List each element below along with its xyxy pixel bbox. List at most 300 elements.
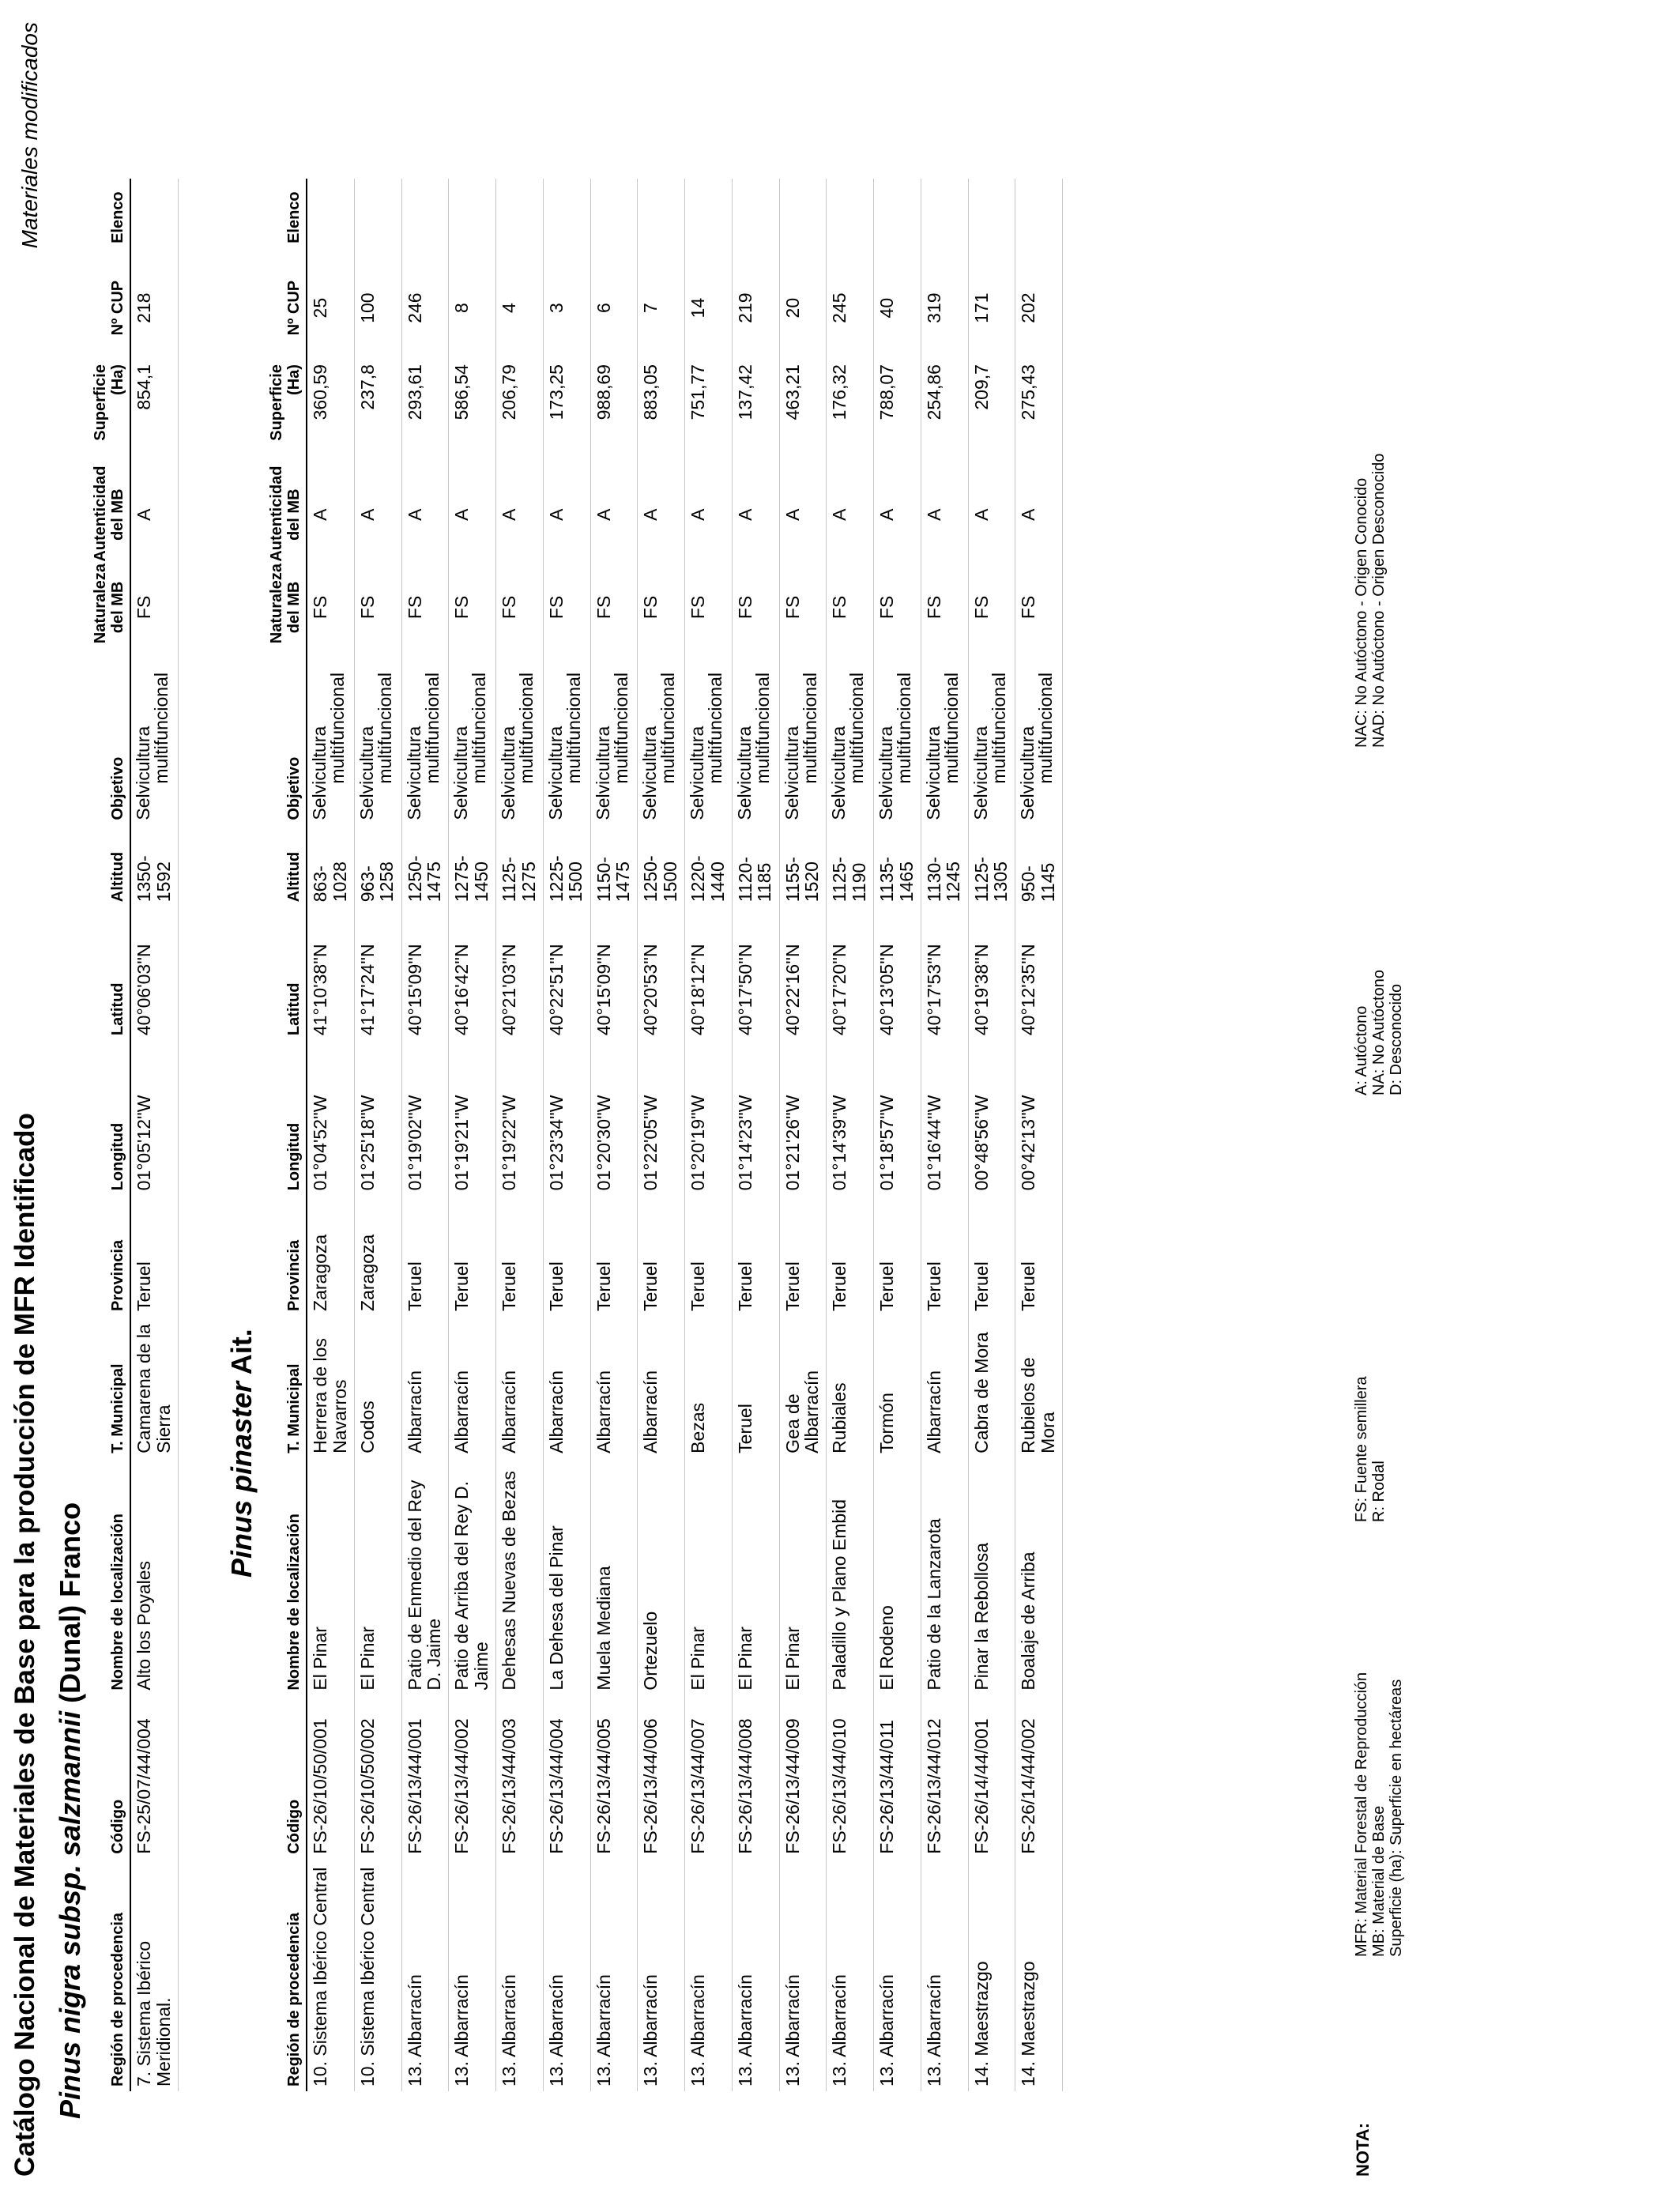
- cell-latitud: 40°21'03''N: [496, 907, 544, 1040]
- cell-region: 7. Sistema Ibérico Meridional.: [130, 1859, 178, 2091]
- column-header-latitud: Latitud: [91, 907, 130, 1040]
- cell-cup: 40: [874, 256, 921, 360]
- cell-region: 13. Albarracín: [496, 1859, 544, 2091]
- cell-region: 13. Albarracín: [921, 1859, 968, 2091]
- cell-altitud: 1125-1275: [496, 825, 544, 907]
- cell-latitud: 40°16'42''N: [449, 907, 496, 1040]
- column-header-elenco: Elenco: [91, 179, 130, 256]
- column-header-naturaleza: Naturaleza del MB: [91, 567, 130, 649]
- cell-nombre: Patio de Enmedio del Rey D. Jaime: [401, 1458, 449, 1695]
- cell-latitud: 41°10'38''N: [307, 907, 354, 1040]
- cell-longitud: 01°21'26''W: [779, 1040, 827, 1195]
- cell-altitud: 1135-1465: [874, 825, 921, 907]
- header-row: [91, 179, 130, 2091]
- note-line: NAD: No Autóctono - Origen Desconocido: [1370, 453, 1388, 748]
- objetivo-line-2: multifuncional: [374, 673, 395, 784]
- cell-superficie: 137,42: [732, 360, 779, 463]
- cell-altitud: 1225-1500: [543, 825, 590, 907]
- column-header-objetivo: Objetivo: [267, 648, 307, 824]
- cell-altitud: 950-1145: [1015, 825, 1063, 907]
- cell-region: 13. Albarracín: [590, 1859, 638, 2091]
- cell-altitud: 1250-1475: [401, 825, 449, 907]
- cell-provincia: Teruel: [590, 1195, 638, 1316]
- table-row: [590, 179, 638, 2091]
- cell-autenticidad: A: [496, 463, 544, 567]
- cell-nombre: Boalaje de Arriba: [1015, 1458, 1063, 1695]
- cell-nombre: El Pinar: [685, 1458, 733, 1695]
- cell-autenticidad: A: [827, 463, 874, 567]
- cell-elenco: [130, 179, 178, 256]
- cell-objetivo: Selvicultura multifuncional: [307, 648, 354, 824]
- cell-municipio: Albarracín: [638, 1316, 685, 1458]
- cell-municipio: Cabra de Mora: [968, 1316, 1015, 1458]
- cell-objetivo: Selvicultura multifuncional: [827, 648, 874, 824]
- note-line: MFR: Material Forestal de Reproducción: [1353, 1672, 1370, 1957]
- cell-region: 13. Albarracín: [732, 1859, 779, 2091]
- cell-elenco: [685, 179, 733, 256]
- cell-superficie: 237,8: [354, 360, 401, 463]
- cell-codigo: FS-26/13/44/012: [921, 1695, 968, 1859]
- objetivo-line-2: multifuncional: [657, 673, 679, 784]
- cell-nombre: Muela Mediana: [590, 1458, 638, 1695]
- table-row: [496, 179, 544, 2091]
- cell-elenco: [354, 179, 401, 256]
- column-header-altitud: Altitud: [91, 825, 130, 907]
- cell-municipio: Camarena de la Sierra: [130, 1316, 178, 1458]
- cell-cup: 20: [779, 256, 827, 360]
- cell-elenco: [968, 179, 1015, 256]
- column-header-provincia: Provincia: [91, 1195, 130, 1316]
- cell-codigo: FS-26/13/44/010: [827, 1695, 874, 1859]
- objetivo-line-2: multifuncional: [940, 673, 962, 784]
- cell-altitud: 1155-1520: [779, 825, 827, 907]
- cell-provincia: Teruel: [685, 1195, 733, 1316]
- column-header-cup: Nº CUP: [91, 256, 130, 360]
- cell-nombre: El Pinar: [354, 1458, 401, 1695]
- cell-cup: 171: [968, 256, 1015, 360]
- header-row: [267, 179, 307, 2091]
- cell-longitud: 01°18'57''W: [874, 1040, 921, 1195]
- cell-provincia: Teruel: [401, 1195, 449, 1316]
- cell-elenco: [401, 179, 449, 256]
- notes-abbreviations: [1353, 1672, 1405, 1957]
- cell-municipio: Codos: [354, 1316, 401, 1458]
- cell-codigo: FS-26/14/44/001: [968, 1695, 1015, 1859]
- cell-objetivo: Selvicultura multifuncional: [449, 648, 496, 824]
- cell-longitud: 01°14'39''W: [827, 1040, 874, 1195]
- cell-municipio: Albarracín: [401, 1316, 449, 1458]
- column-header-autenticidad: Autenticidad del MB: [91, 463, 130, 567]
- cell-objetivo: Selvicultura multifuncional: [496, 648, 544, 824]
- cell-provincia: Teruel: [779, 1195, 827, 1316]
- table-row: [921, 179, 968, 2091]
- objetivo-line-2: multifuncional: [894, 673, 915, 784]
- cell-provincia: Teruel: [638, 1195, 685, 1316]
- cell-cup: 202: [1015, 256, 1063, 360]
- cell-naturaleza: FS: [874, 567, 921, 649]
- cell-superficie: 206,79: [496, 360, 544, 463]
- cell-provincia: Teruel: [130, 1195, 178, 1316]
- table-row: [307, 179, 354, 2091]
- cell-objetivo: Selvicultura multifuncional: [732, 648, 779, 824]
- cell-provincia: Teruel: [874, 1195, 921, 1316]
- cell-elenco: [638, 179, 685, 256]
- species-author: Ait.: [225, 1329, 258, 1375]
- cell-objetivo: Selvicultura multifuncional: [130, 648, 178, 824]
- column-header-region: Región de procedencia: [91, 1859, 130, 2091]
- note-line: A: Autóctono: [1353, 1005, 1370, 1095]
- cell-autenticidad: A: [685, 463, 733, 567]
- notes-origen: [1353, 454, 1388, 748]
- cell-region: 13. Albarracín: [685, 1859, 733, 2091]
- cell-superficie: 360,59: [307, 360, 354, 463]
- objetivo-line-2: multifuncional: [1035, 673, 1057, 784]
- cell-nombre: Patio de Arriba del Rey D. Jaime: [449, 1458, 496, 1695]
- cell-naturaleza: FS: [130, 567, 178, 649]
- cell-provincia: Teruel: [449, 1195, 496, 1316]
- cell-codigo: FS-26/13/44/005: [590, 1695, 638, 1859]
- cell-altitud: 963-1258: [354, 825, 401, 907]
- note-line: FS: Fuente semillera: [1353, 1376, 1370, 1522]
- cell-provincia: Teruel: [968, 1195, 1015, 1316]
- cell-objetivo: Selvicultura multifuncional: [685, 648, 733, 824]
- cell-cup: 6: [590, 256, 638, 360]
- cell-naturaleza: FS: [638, 567, 685, 649]
- cell-codigo: FS-26/13/44/009: [779, 1695, 827, 1859]
- cell-region: 13. Albarracín: [638, 1859, 685, 2091]
- note-line: Superficie (ha): Superficie en hectáreas: [1388, 1679, 1405, 1957]
- objetivo-line-2: multifuncional: [751, 673, 773, 784]
- cell-autenticidad: A: [1015, 463, 1063, 567]
- cell-naturaleza: FS: [496, 567, 544, 649]
- cell-altitud: 1250-1500: [638, 825, 685, 907]
- table-row: [638, 179, 685, 2091]
- cell-superficie: 463,21: [779, 360, 827, 463]
- cell-autenticidad: A: [449, 463, 496, 567]
- cell-altitud: 1120-1185: [732, 825, 779, 907]
- cell-autenticidad: A: [874, 463, 921, 567]
- cell-objetivo: Selvicultura multifuncional: [401, 648, 449, 824]
- cell-nombre: La Dehesa del Pinar: [543, 1458, 590, 1695]
- table-row: [401, 179, 449, 2091]
- cell-altitud: 1125-1190: [827, 825, 874, 907]
- cell-codigo: FS-26/13/44/007: [685, 1695, 733, 1859]
- column-header-municipio: T. Municipal: [267, 1316, 307, 1458]
- cell-codigo: FS-26/13/44/008: [732, 1695, 779, 1859]
- cell-objetivo: Selvicultura multifuncional: [590, 648, 638, 824]
- cell-latitud: 40°20'53''N: [638, 907, 685, 1040]
- column-header-longitud: Longitud: [91, 1040, 130, 1195]
- cell-municipio: Albarracín: [921, 1316, 968, 1458]
- cell-latitud: 40°19'38''N: [968, 907, 1015, 1040]
- cell-longitud: 01°22'05''W: [638, 1040, 685, 1195]
- cell-municipio: Gea de Albarracín: [779, 1316, 827, 1458]
- column-header-nombre: Nombre de localización: [267, 1458, 307, 1695]
- column-header-naturaleza: Naturaleza del MB: [267, 567, 307, 649]
- cell-cup: 25: [307, 256, 354, 360]
- cell-nombre: Patio de la Lanzarota: [921, 1458, 968, 1695]
- cell-objetivo: Selvicultura multifuncional: [921, 648, 968, 824]
- cell-municipio: Rubielos de Mora: [1015, 1316, 1063, 1458]
- cell-provincia: Zaragoza: [307, 1195, 354, 1316]
- cell-municipio: Albarracín: [590, 1316, 638, 1458]
- cell-superficie: 586,54: [449, 360, 496, 463]
- cell-latitud: 40°18'12''N: [685, 907, 733, 1040]
- cell-autenticidad: A: [779, 463, 827, 567]
- cell-nombre: El Pinar: [307, 1458, 354, 1695]
- cell-region: 10. Sistema Ibérico Central: [354, 1859, 401, 2091]
- cell-region: 13. Albarracín: [874, 1859, 921, 2091]
- cell-naturaleza: FS: [779, 567, 827, 649]
- note-line: D: Desconocido: [1388, 983, 1405, 1095]
- cell-codigo: FS-26/14/44/002: [1015, 1695, 1063, 1859]
- cell-region: 13. Albarracín: [779, 1859, 827, 2091]
- cell-autenticidad: A: [543, 463, 590, 567]
- cell-region: 13. Albarracín: [543, 1859, 590, 2091]
- cell-superficie: 293,61: [401, 360, 449, 463]
- cell-codigo: FS-26/10/50/001: [307, 1695, 354, 1859]
- cell-region: 13. Albarracín: [449, 1859, 496, 2091]
- cell-longitud: 01°20'30''W: [590, 1040, 638, 1195]
- cell-latitud: 40°17'53''N: [921, 907, 968, 1040]
- cell-elenco: [496, 179, 544, 256]
- table-row: [779, 179, 827, 2091]
- table-row: [543, 179, 590, 2091]
- nota-label: NOTA:: [1353, 2122, 1373, 2177]
- cell-objetivo: Selvicultura multifuncional: [874, 648, 921, 824]
- cell-latitud: 40°17'20''N: [827, 907, 874, 1040]
- cell-provincia: Teruel: [496, 1195, 544, 1316]
- cell-objetivo: Selvicultura multifuncional: [354, 648, 401, 824]
- cell-provincia: Zaragoza: [354, 1195, 401, 1316]
- cell-naturaleza: FS: [307, 567, 354, 649]
- cell-naturaleza: FS: [921, 567, 968, 649]
- cell-elenco: [449, 179, 496, 256]
- cell-longitud: 00°42'13''W: [1015, 1040, 1063, 1195]
- objetivo-line-2: multifuncional: [705, 673, 726, 784]
- cell-latitud: 40°06'03''N: [130, 907, 178, 1040]
- cell-elenco: [779, 179, 827, 256]
- cell-autenticidad: A: [590, 463, 638, 567]
- cell-provincia: Teruel: [827, 1195, 874, 1316]
- cell-cup: 245: [827, 256, 874, 360]
- objetivo-line-2: multifuncional: [151, 673, 172, 784]
- cell-longitud: 00°48'56''W: [968, 1040, 1015, 1195]
- species-latin-name: Pinus pinaster: [225, 1381, 258, 1578]
- cell-longitud: 01°19'02''W: [401, 1040, 449, 1195]
- cell-superficie: 883,05: [638, 360, 685, 463]
- column-header-objetivo: Objetivo: [91, 648, 130, 824]
- objetivo-line-2: multifuncional: [610, 673, 631, 784]
- cell-elenco: [307, 179, 354, 256]
- table-row: [685, 179, 733, 2091]
- cell-codigo: FS-26/13/44/002: [449, 1695, 496, 1859]
- table-row: [354, 179, 401, 2091]
- cell-nombre: Alto los Poyales: [130, 1458, 178, 1695]
- cell-municipio: Herrera de los Navarros: [307, 1316, 354, 1458]
- column-header-elenco: Elenco: [267, 179, 307, 256]
- column-header-altitud: Altitud: [267, 825, 307, 907]
- cell-latitud: 40°17'50''N: [732, 907, 779, 1040]
- cell-altitud: 1275-1450: [449, 825, 496, 907]
- cell-superficie: 854,1: [130, 360, 178, 463]
- cell-nombre: El Pinar: [732, 1458, 779, 1695]
- cell-autenticidad: A: [921, 463, 968, 567]
- table-row: [130, 179, 178, 2091]
- cell-region: 14. Maestrazgo: [1015, 1859, 1063, 2091]
- cell-region: 14. Maestrazgo: [968, 1859, 1015, 2091]
- note-line: NA: No Autóctono: [1370, 970, 1388, 1095]
- table-row: [1015, 179, 1063, 2091]
- cell-naturaleza: FS: [732, 567, 779, 649]
- cell-naturaleza: FS: [590, 567, 638, 649]
- species-latin-name: Pinus nigra subsp. salzmannii: [54, 1710, 86, 2119]
- cell-cup: 219: [732, 256, 779, 360]
- cell-municipio: Albarracín: [543, 1316, 590, 1458]
- cell-longitud: 01°16'44''W: [921, 1040, 968, 1195]
- table-row: [732, 179, 779, 2091]
- cell-altitud: 1150-1475: [590, 825, 638, 907]
- cell-cup: 100: [354, 256, 401, 360]
- column-header-latitud: Latitud: [267, 907, 307, 1040]
- cell-naturaleza: FS: [968, 567, 1015, 649]
- cell-municipio: Albarracín: [449, 1316, 496, 1458]
- note-line: MB: Material de Base: [1370, 1805, 1388, 1957]
- cell-autenticidad: A: [401, 463, 449, 567]
- objetivo-line-2: multifuncional: [516, 673, 537, 784]
- notes-autenticidad: [1353, 970, 1405, 1095]
- cell-municipio: Albarracín: [496, 1316, 544, 1458]
- cell-municipio: Tormón: [874, 1316, 921, 1458]
- column-header-superficie: Superficie (Ha): [91, 360, 130, 463]
- cell-longitud: 01°14'23''W: [732, 1040, 779, 1195]
- cell-autenticidad: A: [307, 463, 354, 567]
- cell-objetivo: Selvicultura multifuncional: [543, 648, 590, 824]
- cell-elenco: [1015, 179, 1063, 256]
- column-header-region: Región de procedencia: [267, 1859, 307, 2091]
- cell-objetivo: Selvicultura multifuncional: [779, 648, 827, 824]
- cell-autenticidad: A: [130, 463, 178, 567]
- objetivo-line-2: multifuncional: [421, 673, 443, 784]
- cell-longitud: 01°23'34''W: [543, 1040, 590, 1195]
- cell-cup: 7: [638, 256, 685, 360]
- cell-cup: 246: [401, 256, 449, 360]
- cell-latitud: 40°12'35''N: [1015, 907, 1063, 1040]
- cell-codigo: FS-26/13/44/003: [496, 1695, 544, 1859]
- cell-latitud: 41°17'24''N: [354, 907, 401, 1040]
- column-header-cup: Nº CUP: [267, 256, 307, 360]
- cell-nombre: El Pinar: [779, 1458, 827, 1695]
- species-heading-1: [54, 1502, 87, 2119]
- cell-municipio: Teruel: [732, 1316, 779, 1458]
- cell-autenticidad: A: [638, 463, 685, 567]
- objetivo-line-2: multifuncional: [327, 673, 348, 784]
- species-author: (Dunal) Franco: [54, 1502, 86, 1703]
- column-header-superficie: Superficie (Ha): [267, 360, 307, 463]
- note-line: R: Rodal: [1370, 1461, 1388, 1522]
- column-header-municipio: T. Municipal: [91, 1316, 130, 1458]
- column-header-codigo: Código: [91, 1695, 130, 1859]
- cell-altitud: 863-1028: [307, 825, 354, 907]
- table-row: [827, 179, 874, 2091]
- cell-provincia: Teruel: [1015, 1195, 1063, 1316]
- cell-superficie: 209,7: [968, 360, 1015, 463]
- cell-nombre: Pinar la Rebollosa: [968, 1458, 1015, 1695]
- column-header-provincia: Provincia: [267, 1195, 307, 1316]
- cell-municipio: Bezas: [685, 1316, 733, 1458]
- cell-region: 10. Sistema Ibérico Central: [307, 1859, 354, 2091]
- cell-nombre: El Rodeno: [874, 1458, 921, 1695]
- materials-table-2: [267, 179, 1063, 2091]
- cell-altitud: 1220-1440: [685, 825, 733, 907]
- cell-altitud: 1350-1592: [130, 825, 178, 907]
- column-header-nombre: Nombre de localización: [91, 1458, 130, 1695]
- cell-longitud: 01°19'22''W: [496, 1040, 544, 1195]
- cell-latitud: 40°15'09''N: [590, 907, 638, 1040]
- note-line: NAC: No Autóctono - Origen Conocido: [1353, 477, 1370, 748]
- cell-cup: 14: [685, 256, 733, 360]
- cell-codigo: FS-26/13/44/004: [543, 1695, 590, 1859]
- cell-elenco: [874, 179, 921, 256]
- cell-codigo: FS-26/13/44/011: [874, 1695, 921, 1859]
- objetivo-line-2: multifuncional: [846, 673, 868, 784]
- cell-objetivo: Selvicultura multifuncional: [968, 648, 1015, 824]
- cell-nombre: Ortezuelo: [638, 1458, 685, 1695]
- page-subtitle: Materiales modificados: [17, 22, 42, 249]
- cell-superficie: 275,43: [1015, 360, 1063, 463]
- cell-latitud: 40°22'51''N: [543, 907, 590, 1040]
- cell-superficie: 788,07: [874, 360, 921, 463]
- cell-codigo: FS-26/13/44/001: [401, 1695, 449, 1859]
- cell-longitud: 01°05'12''W: [130, 1040, 178, 1195]
- cell-superficie: 176,32: [827, 360, 874, 463]
- notes-naturaleza: [1353, 1376, 1388, 1522]
- cell-altitud: 1125-1305: [968, 825, 1015, 907]
- cell-provincia: Teruel: [543, 1195, 590, 1316]
- cell-naturaleza: FS: [1015, 567, 1063, 649]
- cell-naturaleza: FS: [449, 567, 496, 649]
- cell-superficie: 988,69: [590, 360, 638, 463]
- cell-nombre: Dehesas Nuevas de Bezas: [496, 1458, 544, 1695]
- cell-codigo: FS-26/13/44/006: [638, 1695, 685, 1859]
- species-heading-2: [225, 1329, 258, 1578]
- materials-table-1: [91, 179, 179, 2091]
- cell-codigo: FS-25/07/44/004: [130, 1695, 178, 1859]
- cell-cup: 218: [130, 256, 178, 360]
- table-row: [874, 179, 921, 2091]
- cell-region: 13. Albarracín: [827, 1859, 874, 2091]
- cell-cup: 3: [543, 256, 590, 360]
- objetivo-line-2: multifuncional: [988, 673, 1009, 784]
- column-header-codigo: Código: [267, 1695, 307, 1859]
- cell-superficie: 173,25: [543, 360, 590, 463]
- cell-naturaleza: FS: [401, 567, 449, 649]
- cell-elenco: [827, 179, 874, 256]
- cell-elenco: [732, 179, 779, 256]
- table-row: [968, 179, 1015, 2091]
- cell-altitud: 1130-1245: [921, 825, 968, 907]
- cell-latitud: 40°15'09''N: [401, 907, 449, 1040]
- page-title: Catálogo Nacional de Materiales de Base para la producción de MFR Identificado: [9, 1113, 40, 2177]
- cell-naturaleza: FS: [354, 567, 401, 649]
- cell-longitud: 01°04'52''W: [307, 1040, 354, 1195]
- cell-provincia: Teruel: [732, 1195, 779, 1316]
- objetivo-line-2: multifuncional: [563, 673, 584, 784]
- cell-objetivo: Selvicultura multifuncional: [638, 648, 685, 824]
- cell-municipio: Rubiales: [827, 1316, 874, 1458]
- column-header-autenticidad: Autenticidad del MB: [267, 463, 307, 567]
- cell-latitud: 40°13'05''N: [874, 907, 921, 1040]
